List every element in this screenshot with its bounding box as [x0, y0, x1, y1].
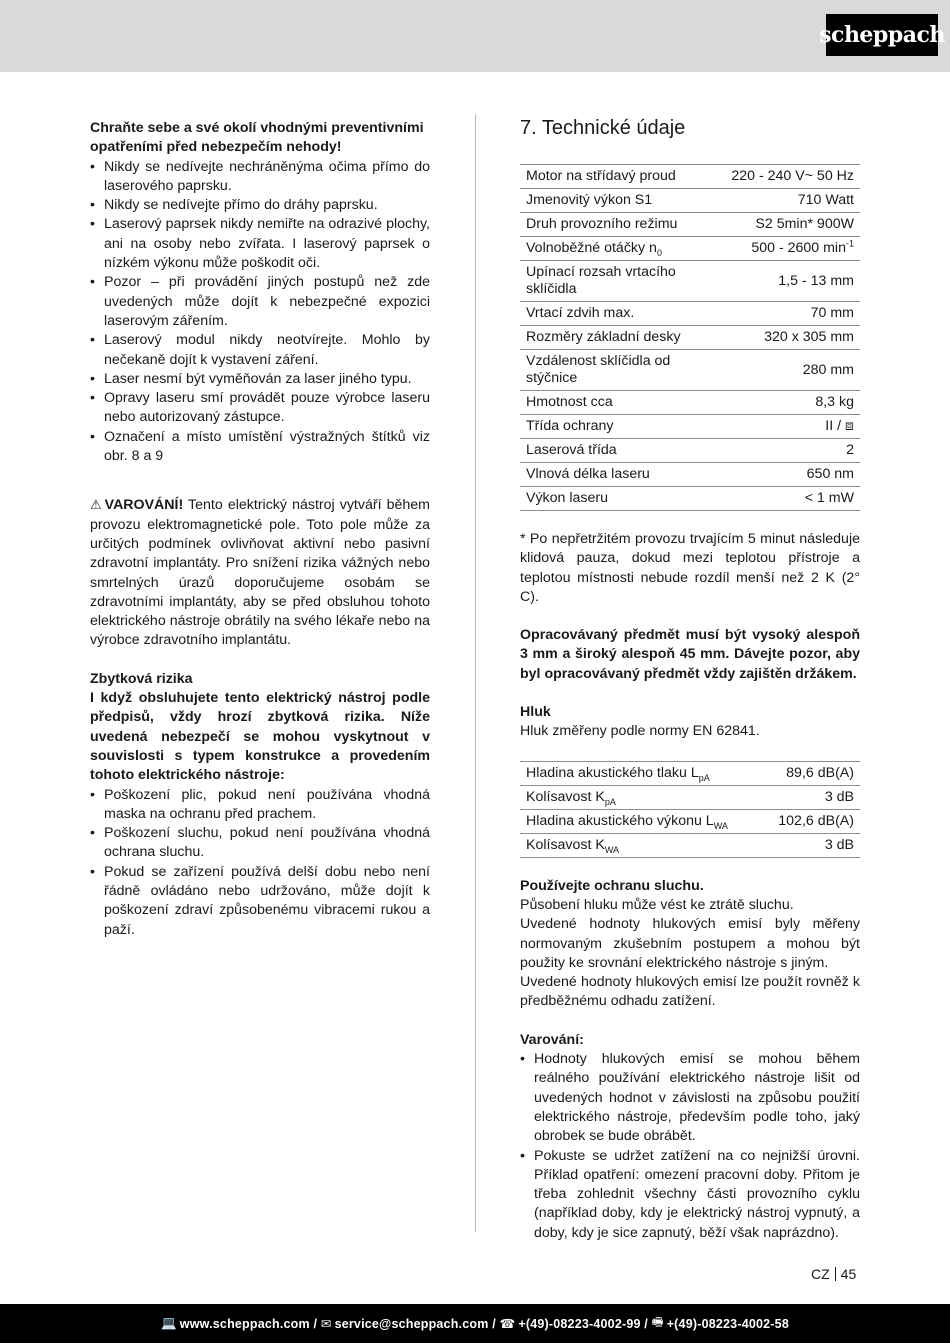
spacer: [90, 651, 430, 670]
table-row: [520, 213, 860, 237]
spacer: [90, 485, 430, 495]
value-text: 650 nm: [806, 466, 854, 482]
value-text: 3 dB: [824, 836, 854, 853]
row-label: [520, 391, 725, 415]
row-label: [520, 302, 725, 326]
noise-data-table: [520, 761, 860, 858]
table-row: [520, 237, 860, 261]
label-text: Rozměry základní desky: [526, 329, 681, 345]
label-text: Výkon laseru: [526, 490, 609, 506]
warning-triangle-icon: ⚠: [90, 497, 102, 513]
row-label: [520, 809, 761, 833]
row-label: [520, 189, 725, 213]
table-row: [520, 415, 860, 439]
value-text: 710 Watt: [797, 192, 854, 208]
value-text: < 1 mW: [804, 490, 854, 506]
label-text: Hladina akustického tlaku L: [526, 764, 699, 781]
table-row: [520, 809, 860, 833]
row-label: [520, 165, 725, 189]
residual-risks-list: [90, 786, 430, 940]
row-value: [761, 761, 860, 785]
row-value: [725, 302, 860, 326]
label-text: Vzdálenost sklíčidla od stýčnice: [526, 353, 671, 386]
row-label: [520, 350, 725, 391]
list-item: • Nikdy se nedívejte nechráněnýma očima přímo do laserového paprsku.: [90, 158, 430, 197]
warning-label: VAROVÁNÍ!: [104, 497, 184, 514]
row-value: [725, 415, 860, 439]
label-text: Hmotnost cca: [526, 394, 613, 410]
value-text: 500 - 2600 min: [751, 240, 846, 256]
list-item: • Poškození sluchu, pokud není používána vhodná ochrana sluchu.: [90, 824, 430, 863]
spacer: [520, 511, 860, 530]
row-value: [725, 463, 860, 487]
label-subscript: WA: [604, 844, 620, 855]
row-label: [520, 237, 725, 261]
phone-number: +(49)-08223-4002-99 /: [518, 1316, 648, 1331]
label-text: Jmenovitý výkon S1: [526, 192, 653, 208]
label-text: Hladina akustického výkonu L: [526, 812, 714, 829]
noise-heading: Hluk: [520, 704, 551, 721]
hearing-text-1: Působení hluku může vést ke ztrátě sluchu.: [520, 896, 794, 913]
table-row: [520, 350, 860, 391]
website-link[interactable]: www.scheppach.com /: [179, 1316, 318, 1331]
header-bar: [0, 0, 950, 72]
list-item: • Hodnoty hlukových emisí se mohou během reálného používání elektrického nástroje lišit od uvedených hodnot v závislosti na způsobu použití elektrického nástroje, především podle toho, jaký obrobek se bude obrábět.: [520, 1050, 860, 1146]
label-text: Motor na střídavý proud: [526, 168, 676, 184]
page-num: 45: [840, 1266, 857, 1282]
row-label: [520, 326, 725, 350]
row-label: [520, 761, 761, 785]
laser-safety-list: [90, 158, 430, 467]
label-subscript: pA: [604, 796, 616, 807]
phone-icon: ☎: [499, 1317, 516, 1331]
right-column: [520, 116, 860, 1243]
value-text: II / ⧈: [825, 418, 854, 434]
value-text: 320 x 305 mm: [764, 329, 854, 345]
list-item: • Nikdy se nedívejte přímo do dráhy paprsku.: [90, 196, 430, 215]
row-value: [725, 237, 860, 261]
row-label: [520, 833, 761, 857]
table-row: [520, 302, 860, 326]
list-item: • Laserový paprsek nikdy nemiřte na odrazivé plochy, ani na osoby nebo zvířata. I laserový paprsek o nízkém výkonu může poškodit oči.: [90, 215, 430, 273]
left-column: [90, 119, 430, 940]
label-subscript: 0: [656, 247, 662, 258]
spacer: [520, 858, 860, 877]
hearing-heading: Používejte ochranu sluchu.: [520, 877, 704, 894]
label-text: Vlnová délka laseru: [526, 466, 650, 482]
page-number: [811, 1266, 856, 1282]
column-divider: [475, 114, 476, 1232]
value-text: 2: [846, 442, 854, 458]
duty-cycle-footnote: * Po nepřetržitém provozu trvajícím 5 minut následuje klidová pauza, dokud mezi teplotou přístroje a teplotou místnosti nebude rozdíl menší než 2 K (2° C).: [520, 531, 860, 605]
hearing-text-3: Uvedené hodnoty hlukových emisí lze použít rovněž k předběžnému odhadu zatížení.: [520, 974, 860, 1010]
label-text: Upínací rozsah vrtacího sklíčidla: [526, 264, 676, 297]
row-value: [725, 350, 860, 391]
table-row: [520, 463, 860, 487]
row-value: [725, 487, 860, 511]
label-text: Kolísavost K: [526, 788, 605, 805]
envelope-icon: ✉: [320, 1317, 332, 1331]
row-value: [761, 785, 860, 809]
row-label: [520, 785, 761, 809]
fax-number: +(49)-08223-4002-58: [666, 1316, 789, 1331]
value-text: 280 mm: [802, 361, 854, 378]
value-text: 220 - 240 V~ 50 Hz: [731, 168, 854, 184]
list-item: • Pokuste se udržet zatížení na co nejnižší úrovni. Příklad opatření: omezení pracovní doby. Přitom je třeba zohlednit všechny části provozního cyklu (například doby, kdy je elektrický nástroj vypnutý, a doby, kdy je sice zapnutý, běží však naprázdno).: [520, 1147, 860, 1243]
table-row: [520, 165, 860, 189]
spacer: [520, 607, 860, 626]
value-text: 102,6 dB(A): [778, 812, 854, 829]
label-text: Laserová třída: [526, 442, 617, 458]
fax-icon: 🖷: [651, 1315, 664, 1329]
value-text: S2 5min* 900W: [755, 216, 854, 232]
label-text: Volnoběžné otáčky n: [526, 240, 657, 256]
hearing-text-2: Uvedené hodnoty hlukových emisí byly měřeny normovaným zkušebním postupem a mohou být použity ke srovnání elektrického nástroje s jiným.: [520, 916, 860, 971]
residual-risks-intro: I když obsluhujete tento elektrický nástroj podle předpisů, vždy hrozí zbytková rizika. Níže uvedená nebezpečí se mohou vyskytnout v souvislosti s typem konstrukce a provedením tohoto elektrického nástroje:: [90, 690, 430, 784]
label-text: Třída ochrany: [526, 418, 614, 434]
residual-risks-heading: Zbytková rizika: [90, 670, 193, 687]
row-value: [761, 833, 860, 857]
value-text: 89,6 dB(A): [786, 764, 854, 781]
computer-icon: 💻: [161, 1316, 177, 1330]
row-label: [520, 261, 725, 302]
emf-warning: [90, 495, 430, 650]
noise-warning-list: [520, 1050, 860, 1243]
label-text: Druh provozního režimu: [526, 216, 678, 232]
table-row: [520, 391, 860, 415]
table-row: [520, 439, 860, 463]
value-text: 8,3 kg: [815, 394, 854, 410]
row-label: [520, 415, 725, 439]
row-value: [725, 326, 860, 350]
technical-data-table: [520, 164, 860, 511]
row-value: [725, 189, 860, 213]
list-item: • Poškození plic, pokud není používána vhodná maska na ochranu před prachem.: [90, 786, 430, 825]
label-subscript: pA: [698, 772, 710, 783]
label-text: Kolísavost K: [526, 836, 605, 853]
row-label: [520, 213, 725, 237]
list-item: • Pokud se zařízení používá delší dobu nebo není řádně ovládáno nebo udržováno, může dojít k poškození zdraví způsobenému vibracemi rukou a paží.: [90, 863, 430, 940]
brand-logo: scheppach: [826, 14, 938, 56]
spacer: [520, 742, 860, 761]
safety-heading: Chraňte sebe a své okolí vhodnými preventivními opatřeními před nebezpečím nehody!: [90, 120, 424, 156]
list-item: • Laserový modul nikdy neotvírejte. Mohlo by nečekaně dojít k vystavení záření.: [90, 331, 430, 370]
row-label: [520, 487, 725, 511]
value-text: 70 mm: [810, 305, 854, 321]
list-item: • Pozor – při provádění jiných postupů než zde uvedených může dojít k nebezpečné expozici laserovým zářením.: [90, 273, 430, 331]
table-row: [520, 261, 860, 302]
value-text: 1,5 - 13 mm: [778, 272, 854, 289]
table-row: [520, 833, 860, 857]
workpiece-note: Opracovávaný předmět musí být vysoký alespoň 3 mm a široký alespoň 45 mm. Dávejte pozor, aby byl opracovávaný předmět vždy zajištěn držákem.: [520, 627, 860, 682]
label-text: Vrtací zdvih max.: [526, 305, 635, 321]
footer-contact-bar: [0, 1304, 950, 1343]
section-title: 7. Technické údaje: [520, 117, 686, 139]
list-item: • Laser nesmí být vyměňován za laser jiného typu.: [90, 370, 430, 389]
spacer: [520, 684, 860, 703]
row-value: [725, 439, 860, 463]
value-superscript: -1: [845, 238, 854, 249]
row-value: [725, 391, 860, 415]
table-row: [520, 189, 860, 213]
table-row: [520, 326, 860, 350]
table-row: [520, 785, 860, 809]
row-value: [725, 165, 860, 189]
separator: [835, 1267, 836, 1281]
value-text: 3 dB: [824, 788, 854, 805]
table-row: [520, 761, 860, 785]
email-link[interactable]: service@scheppach.com /: [334, 1316, 496, 1331]
spacer: [90, 466, 430, 485]
table-row: [520, 487, 860, 511]
list-item: • Opravy laseru smí provádět pouze výrobce laseru nebo autorizovaný zástupce.: [90, 389, 430, 428]
row-label: [520, 439, 725, 463]
list-item: • Označení a místo umístění výstražných štítků viz obr. 8 a 9: [90, 428, 430, 467]
row-value: [761, 809, 860, 833]
warning-text: Tento elektrický nástroj vytváří během provozu elektromagnetické pole. Toto pole může za určitých podmínek ovlivňovat aktivní nebo pasivní zdravotní implantáty. Pro snížení rizika vážných nebo smrtelných úrazů doporučujeme osobám se zdravotními implantáty, aby se před obsluhou tohoto elektrického nástroje obrátily na svého lékaře nebo na výrobce zdravotního implantátu.: [90, 497, 430, 649]
warning2-heading: Varování:: [520, 1031, 584, 1048]
spacer: [520, 1012, 860, 1031]
label-subscript: WA: [713, 820, 728, 831]
language-code: CZ: [811, 1266, 830, 1282]
row-label: [520, 463, 725, 487]
row-value: [725, 261, 860, 302]
noise-standard: Hluk změřeny podle normy EN 62841.: [520, 723, 760, 740]
row-value: [725, 213, 860, 237]
